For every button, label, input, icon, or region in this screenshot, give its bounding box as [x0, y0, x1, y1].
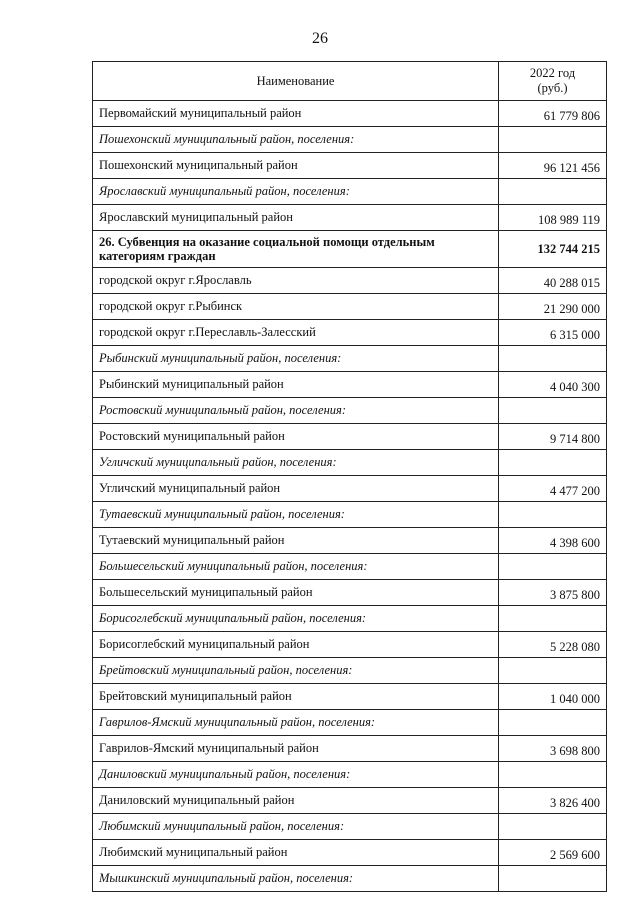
row-amount [499, 554, 607, 580]
row-name: Мышкинский муниципальный район, поселения: [93, 866, 499, 892]
group-header-row [93, 346, 607, 372]
table-row [93, 476, 607, 502]
row-amount: 1 040 000 [499, 684, 607, 710]
row-amount: 5 228 080 [499, 632, 607, 658]
row-amount [499, 606, 607, 632]
row-name: Угличский муниципальный район, поселения: [93, 450, 499, 476]
row-amount: 3 875 800 [499, 580, 607, 606]
row-name: Рыбинский муниципальный район, поселения: [93, 346, 499, 372]
row-amount [499, 502, 607, 528]
group-header-row [93, 179, 607, 205]
row-amount [499, 866, 607, 892]
column-header-name: Наименование [93, 62, 499, 101]
row-name: Гаврилов-Ямский муниципальный район, поселения: [93, 710, 499, 736]
table-row [93, 268, 607, 294]
group-header-row [93, 554, 607, 580]
row-amount [499, 658, 607, 684]
row-name: Пошехонский муниципальный район [93, 153, 499, 179]
column-header-unit: (руб.) [537, 81, 568, 95]
row-amount: 9 714 800 [499, 424, 607, 450]
row-name: Пошехонский муниципальный район, поселения: [93, 127, 499, 153]
row-amount [499, 346, 607, 372]
row-name: Брейтовский муниципальный район [93, 684, 499, 710]
row-name: Ярославский муниципальный район [93, 205, 499, 231]
budget-table [92, 61, 607, 892]
table-row [93, 153, 607, 179]
row-amount: 40 288 015 [499, 268, 607, 294]
row-name: 26. Субвенция на оказание социальной помощи отдельным категориям граждан [93, 231, 499, 268]
row-amount: 108 989 119 [499, 205, 607, 231]
column-header-year: 2022 год [529, 66, 576, 80]
row-amount: 96 121 456 [499, 153, 607, 179]
row-amount: 6 315 000 [499, 320, 607, 346]
row-amount: 61 779 806 [499, 101, 607, 127]
table-row [93, 840, 607, 866]
row-amount: 4 398 600 [499, 528, 607, 554]
row-name: городской округ г.Ярославль [93, 268, 499, 294]
row-name: Большесельский муниципальный район [93, 580, 499, 606]
row-amount: 132 744 215 [499, 231, 607, 268]
row-amount [499, 127, 607, 153]
row-name: Тутаевский муниципальный район, поселения: [93, 502, 499, 528]
table-row [93, 101, 607, 127]
row-amount [499, 179, 607, 205]
table-row [93, 294, 607, 320]
row-name: Тутаевский муниципальный район [93, 528, 499, 554]
table-row [93, 205, 607, 231]
row-amount: 21 290 000 [499, 294, 607, 320]
row-amount: 3 826 400 [499, 788, 607, 814]
column-header-amount [499, 62, 607, 101]
group-header-row [93, 866, 607, 892]
group-header-row [93, 658, 607, 684]
group-header-row [93, 710, 607, 736]
row-name: Гаврилов-Ямский муниципальный район [93, 736, 499, 762]
table-row [93, 372, 607, 398]
table-body [93, 101, 607, 892]
row-amount [499, 398, 607, 424]
row-name: Даниловский муниципальный район, поселения: [93, 762, 499, 788]
row-amount [499, 450, 607, 476]
group-header-row [93, 398, 607, 424]
row-name: городской округ г.Рыбинск [93, 294, 499, 320]
table-row [93, 424, 607, 450]
row-amount: 4 477 200 [499, 476, 607, 502]
row-name: Угличский муниципальный район [93, 476, 499, 502]
row-name: городской округ г.Переславль-Залесский [93, 320, 499, 346]
row-name: Борисоглебский муниципальный район, поселения: [93, 606, 499, 632]
table-row [93, 580, 607, 606]
table-row [93, 736, 607, 762]
row-name: Большесельский муниципальный район, поселения: [93, 554, 499, 580]
group-header-row [93, 450, 607, 476]
row-amount: 3 698 800 [499, 736, 607, 762]
row-amount [499, 762, 607, 788]
row-amount [499, 814, 607, 840]
row-name: Борисоглебский муниципальный район [93, 632, 499, 658]
table-row [93, 788, 607, 814]
table-row [93, 684, 607, 710]
row-amount: 4 040 300 [499, 372, 607, 398]
row-amount: 2 569 600 [499, 840, 607, 866]
table-row [93, 320, 607, 346]
section-row [93, 231, 607, 268]
group-header-row [93, 606, 607, 632]
row-name: Ростовский муниципальный район, поселения: [93, 398, 499, 424]
table-row [93, 528, 607, 554]
row-name: Любимский муниципальный район [93, 840, 499, 866]
row-name: Ростовский муниципальный район [93, 424, 499, 450]
row-name: Любимский муниципальный район, поселения: [93, 814, 499, 840]
row-name: Ярославский муниципальный район, поселения: [93, 179, 499, 205]
row-name: Первомайский муниципальный район [93, 101, 499, 127]
row-name: Брейтовский муниципальный район, поселения: [93, 658, 499, 684]
table-row [93, 632, 607, 658]
table-header-row [93, 62, 607, 101]
group-header-row [93, 127, 607, 153]
row-amount [499, 710, 607, 736]
group-header-row [93, 502, 607, 528]
group-header-row [93, 762, 607, 788]
row-name: Даниловский муниципальный район [93, 788, 499, 814]
group-header-row [93, 814, 607, 840]
row-name: Рыбинский муниципальный район [93, 372, 499, 398]
page-number: 26 [312, 30, 328, 47]
